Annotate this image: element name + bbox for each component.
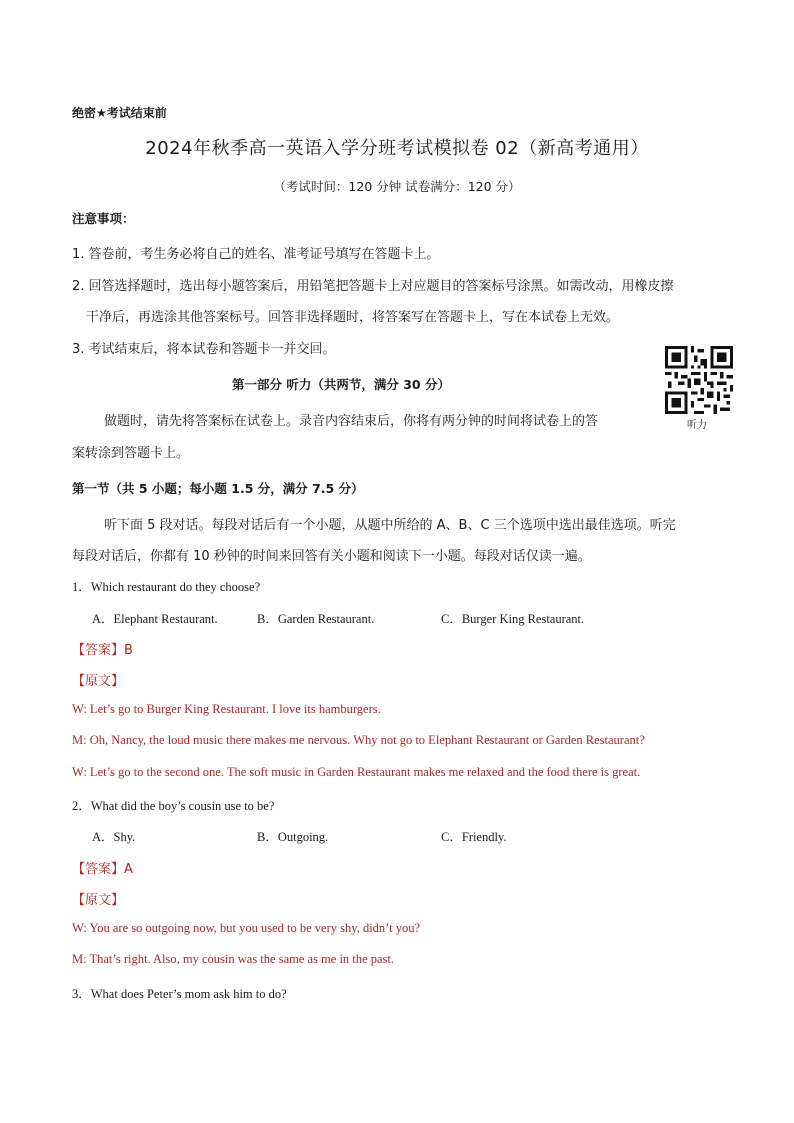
question-2-option-a: A．Shy. (92, 830, 136, 844)
exam-info: （考试时间：120 分钟 试卷满分：120 分） (273, 179, 521, 194)
notes-heading: 注意事项： (72, 211, 135, 226)
question-1-transcript-line-3: W: Let’s go to the second one. The soft music in Garden Restaurant makes me relaxed and the food there is great. (72, 765, 641, 779)
section1-instruction-2: 每段对话后，你都有 10 秒钟的时间来回答有关小题和阅读下一小题。每段对话仅读一遍。 (72, 549, 591, 564)
question-1-transcript-label: 【原文】 (72, 674, 125, 689)
question-2-option-b: B．Outgoing. (257, 830, 329, 844)
question-2-stem: 2．What did the boy’s cousin use to be? (72, 799, 275, 813)
question-2-transcript-label: 【原文】 (72, 893, 125, 908)
part1-heading: 第一部分 听力（共两节，满分 30 分） (232, 377, 450, 392)
note-item-3: 3. 考试结束后，将本试卷和答题卡一并交回。 (72, 342, 336, 357)
question-1-transcript-line-2: M: Oh, Nancy, the loud music there makes me nervous. Why not go to Elephant Restaurant or Garden Restaurant? (72, 733, 645, 747)
note-item-2-cont: 干净后，再选涂其他答案标号。回答非选择题时，将答案写在答题卡上，写在本试卷上无效。 (86, 310, 620, 325)
note-item-1: 1. 答卷前，考生务必将自己的姓名、准考证号填写在答题卡上。 (72, 247, 440, 262)
question-2-option-c: C．Friendly. (441, 830, 507, 844)
question-1-option-a: A．Elephant Restaurant. (92, 612, 218, 626)
part1-instruction-1: 做题时，请先将答案标在试卷上。录音内容结束后，你将有两分钟的时间将试卷上的答 (104, 414, 599, 429)
confidential-label: 绝密★考试结束前 (72, 106, 167, 120)
question-1-stem: 1．Which restaurant do they choose? (72, 580, 261, 594)
question-1-option-c: C．Burger King Restaurant. (441, 612, 585, 626)
question-1-option-b: B．Garden Restaurant. (257, 612, 375, 626)
question-2-answer: 【答案】A (72, 862, 133, 877)
question-2-transcript-line-2: M: That’s right. Also, my cousin was the same as me in the past. (72, 952, 394, 966)
qr-code-icon[interactable] (665, 346, 733, 414)
question-1-transcript-line-1: W: Let’s go to Burger King Restaurant. I love its hamburgers. (72, 702, 381, 716)
question-3-stem: 3．What does Peter’s mom ask him to do? (72, 987, 287, 1001)
part1-instruction-2: 案转涂到答题卡上。 (72, 446, 190, 461)
qr-code-label: 听力 (687, 420, 707, 431)
question-2-transcript-line-1: W: You are so outgoing now, but you used to be very shy, didn’t you? (72, 921, 421, 935)
note-item-2: 2. 回答选择题时，选出每小题答案后，用铅笔把答题卡上对应题目的答案标号涂黑。如需改动，用橡皮擦 (72, 279, 674, 294)
page-title: 2024年秋季高一英语入学分班考试模拟卷 02（新高考通用） (145, 138, 649, 159)
section1-instruction-1: 听下面 5 段对话。每段对话后有一个小题，从题中所给的 A、B、C 三个选项中选出最佳选项。听完 (104, 518, 676, 533)
section1-heading: 第一节（共 5 小题；每小题 1.5 分，满分 7.5 分） (72, 481, 364, 496)
question-1-answer: 【答案】B (72, 643, 133, 658)
